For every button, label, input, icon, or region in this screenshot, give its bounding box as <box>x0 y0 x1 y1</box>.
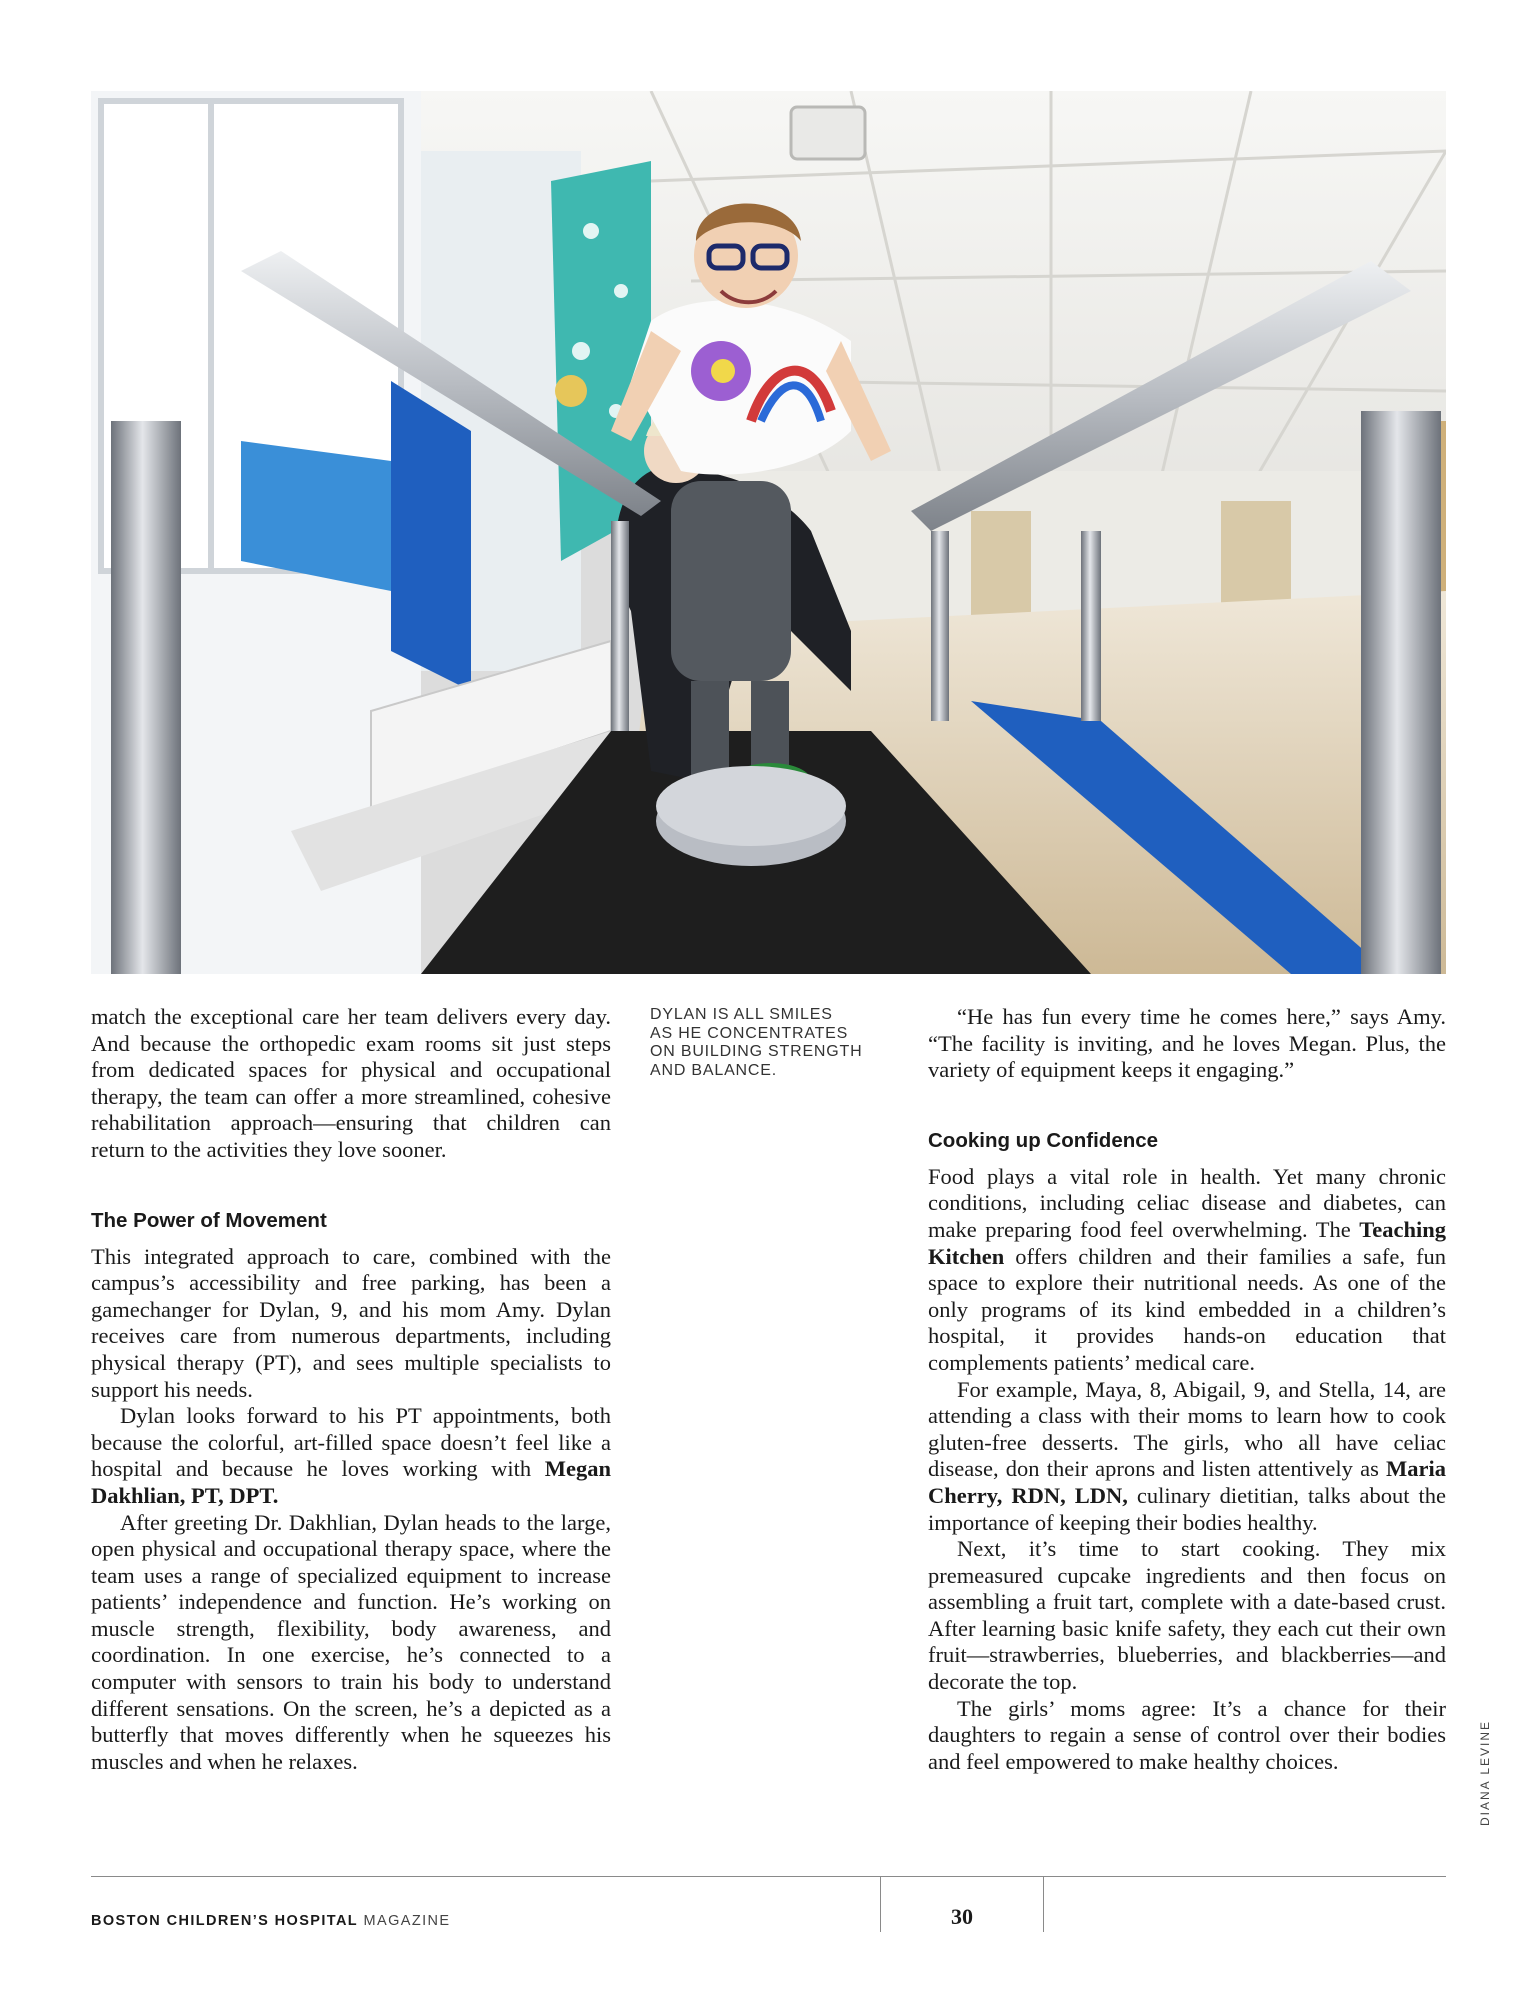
person-name: Maria Cherry, RDN, LDN, <box>928 1456 1446 1508</box>
feature-photo <box>91 91 1446 974</box>
photo-credit: DIANA LEVINE <box>1478 1719 1492 1826</box>
physical-therapy-photo-icon <box>91 91 1446 974</box>
article-column-left <box>91 1004 611 1775</box>
footer-divider <box>91 1876 1446 1877</box>
person-name: Megan Dakhlian, PT, DPT. <box>91 1456 611 1508</box>
section-heading-power-of-movement: The Power of Movement <box>91 1208 327 1232</box>
paragraph: The girls’ moms agree: It’s a chance for their daughters to regain a sense of control over their bodies and feel empowered to make healthy choices. <box>928 1695 1446 1774</box>
paragraph: match the exceptional care her team delivers every day. And because the orthopedic exam rooms sit just steps from dedicated spaces for physical and occupational therapy, the team can offer a more streamlined, cohesive rehabilitation approach—ensuring that children can return to the activities they love sooner. <box>91 1004 611 1162</box>
paragraph: This integrated approach to care, combined with the campus’s accessibility and free parking, has been a gamechanger for Dylan, 9, and his mom Amy. Dylan receives care from numerous departments, including physical therapy (PT), and sees multiple specialists to support his needs. <box>91 1243 611 1402</box>
program-name: Teaching Kitchen <box>928 1216 1446 1269</box>
paragraph: After greeting Dr. Dakhlian, Dylan heads to the large, open physical and occupational therapy space, where the team uses a range of specialized equipment to increase patients’ independence and function. He’s working on muscle strength, flexibility, body awareness, and coordination. In one exercise, he’s connected to a computer with sensors to train his body to understand different sensations. On the screen, he’s a depicted as a butterfly that moves differently when he squeezes his muscles and when he relaxes. <box>91 1509 611 1774</box>
paragraph: Food plays a vital role in health. Yet many chronic conditions, including celiac disease and diabetes, can make preparing food feel overwhelming. The Teaching Kitchen offers children and their families a safe, fun space to explore their nutritional needs. As one of the only programs of its kind embedded in a children’s hospital, it provides hands-on education that complements patients’ medical care. <box>928 1163 1446 1375</box>
paragraph: Next, it’s time to start cooking. They mix premeasured cupcake ingredients and then focus on assembling a fruit tart, complete with a date-based crust. After learning basic knife safety, they each cut their own fruit—strawberries, blueberries, and blackberries—and decorate the top. <box>928 1536 1446 1695</box>
photo-caption: DYLAN IS ALL SMILES AS HE CONCENTRATES ON BUILDING STRENGTH AND BALANCE. <box>650 1006 863 1079</box>
page-number: 30 <box>951 1904 973 1929</box>
paragraph: Dylan looks forward to his PT appointments, both because the colorful, art-filled space doesn’t feel like a hospital and because he loves working with Megan Dakhlian, PT, DPT. <box>91 1403 611 1508</box>
article-column-right <box>928 1004 1446 1775</box>
paragraph: “He has fun every time he comes here,” says Amy. “The facility is inviting, and he loves Megan. Plus, the variety of equipment keeps it engaging.” <box>928 1004 1446 1083</box>
publication-name: BOSTON CHILDREN’S HOSPITAL MAGAZINE <box>91 1913 451 1929</box>
paragraph: For example, Maya, 8, Abigail, 9, and Stella, 14, are attending a class with their moms to learn how to cook gluten-free desserts. The girls, who all have celiac disease, don their aprons and listen attentively as Maria Cherry, RDN, LDN, culinary dietitian, talks about the importance of keeping their bodies healthy. <box>928 1376 1447 1535</box>
section-heading-cooking-up-confidence: Cooking up Confidence <box>928 1128 1159 1152</box>
